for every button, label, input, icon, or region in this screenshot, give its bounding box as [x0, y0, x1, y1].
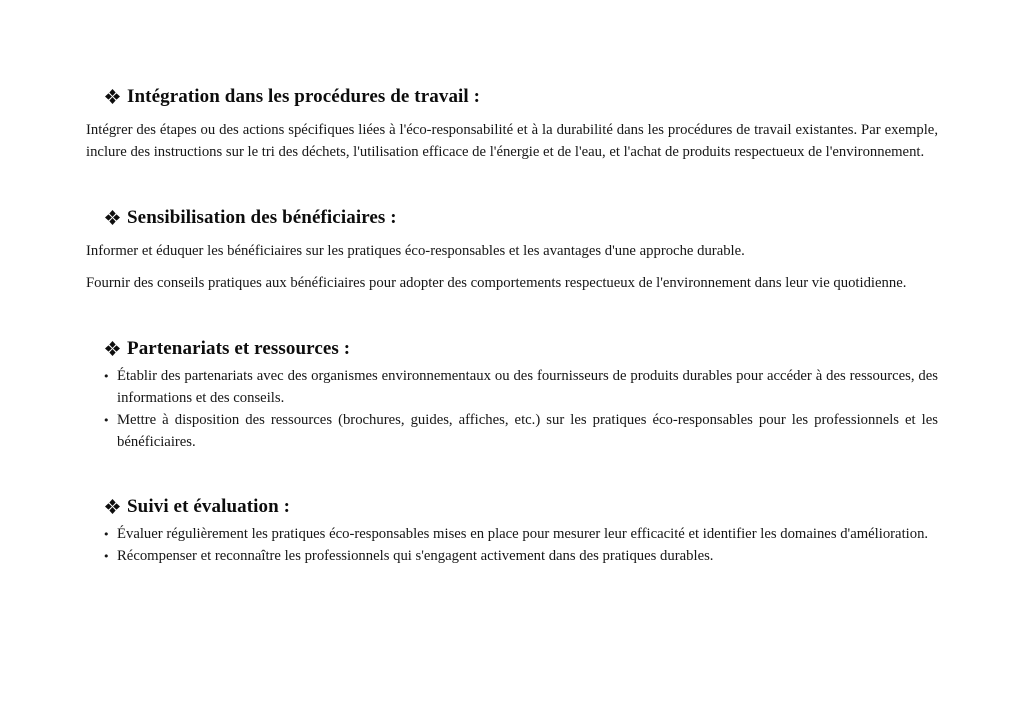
section-partenariats-ressources — [86, 336, 938, 453]
list-item — [86, 410, 938, 454]
list-item-text: Mettre à disposition des ressources (brochures, guides, affiches, etc.) sur les pratiques éco-responsables pour les professionnels et les bénéficiaires. — [117, 411, 938, 450]
bullet-list — [86, 524, 938, 568]
bullet-list — [86, 366, 938, 453]
section-heading — [86, 205, 938, 230]
diamond-bullet-icon — [105, 499, 120, 514]
diamond-bullet-icon — [105, 210, 120, 225]
paragraph: Fournir des conseils pratiques aux bénéficiaires pour adopter des comportements respectueux de l'environnement dans leur vie quotidienne. — [86, 275, 907, 292]
paragraph: Intégrer des étapes ou des actions spécifiques liées à l'éco-responsabilité et à la durabilité dans les procédures de travail existantes. Par exemple, inclure des instructions sur le tri des déchets, l'utilisation efficace de l'énergie et de l'eau, et l'achat de produits respectueux de l'environnement. — [86, 122, 938, 160]
bullet-dot-icon: • — [103, 550, 110, 564]
section-heading-text: Intégration dans les procédures de travail : — [127, 86, 481, 107]
bullet-dot-icon: • — [103, 370, 110, 384]
section-sensibilisation-beneficiaires — [86, 205, 938, 296]
paragraph: Informer et éduquer les bénéficiaires sur les pratiques éco-responsables et les avantages d'une approche durable. — [86, 242, 745, 259]
section-heading — [86, 84, 938, 109]
list-item — [86, 546, 938, 568]
bullet-dot-icon: • — [103, 528, 110, 542]
list-item — [86, 366, 938, 410]
section-heading-text: Partenariats et ressources : — [127, 338, 351, 360]
section-heading — [86, 494, 938, 519]
document-page — [0, 84, 1024, 724]
diamond-bullet-icon — [105, 89, 120, 104]
list-item-text: Évaluer régulièrement les pratiques éco-responsables mises en place pour mesurer leur efficacité et identifier les domaines d'amélioration. — [117, 526, 929, 543]
section-suivi-evaluation — [86, 494, 938, 568]
diamond-bullet-icon — [105, 341, 120, 356]
section-heading — [86, 336, 938, 361]
list-item — [86, 524, 938, 546]
list-item-text: Récompenser et reconnaître les professionnels qui s'engagent activement dans des pratiques durables. — [117, 548, 714, 565]
list-item-text: Établir des partenariats avec des organismes environnementaux ou des fournisseurs de produits durables pour accéder à des ressources, des informations et des conseils. — [117, 368, 938, 406]
section-heading-text: Suivi et évaluation : — [127, 496, 291, 518]
section-integration-procedures — [86, 84, 938, 164]
bullet-dot-icon: • — [103, 413, 110, 427]
section-heading-text: Sensibilisation des bénéficiaires : — [127, 206, 397, 228]
